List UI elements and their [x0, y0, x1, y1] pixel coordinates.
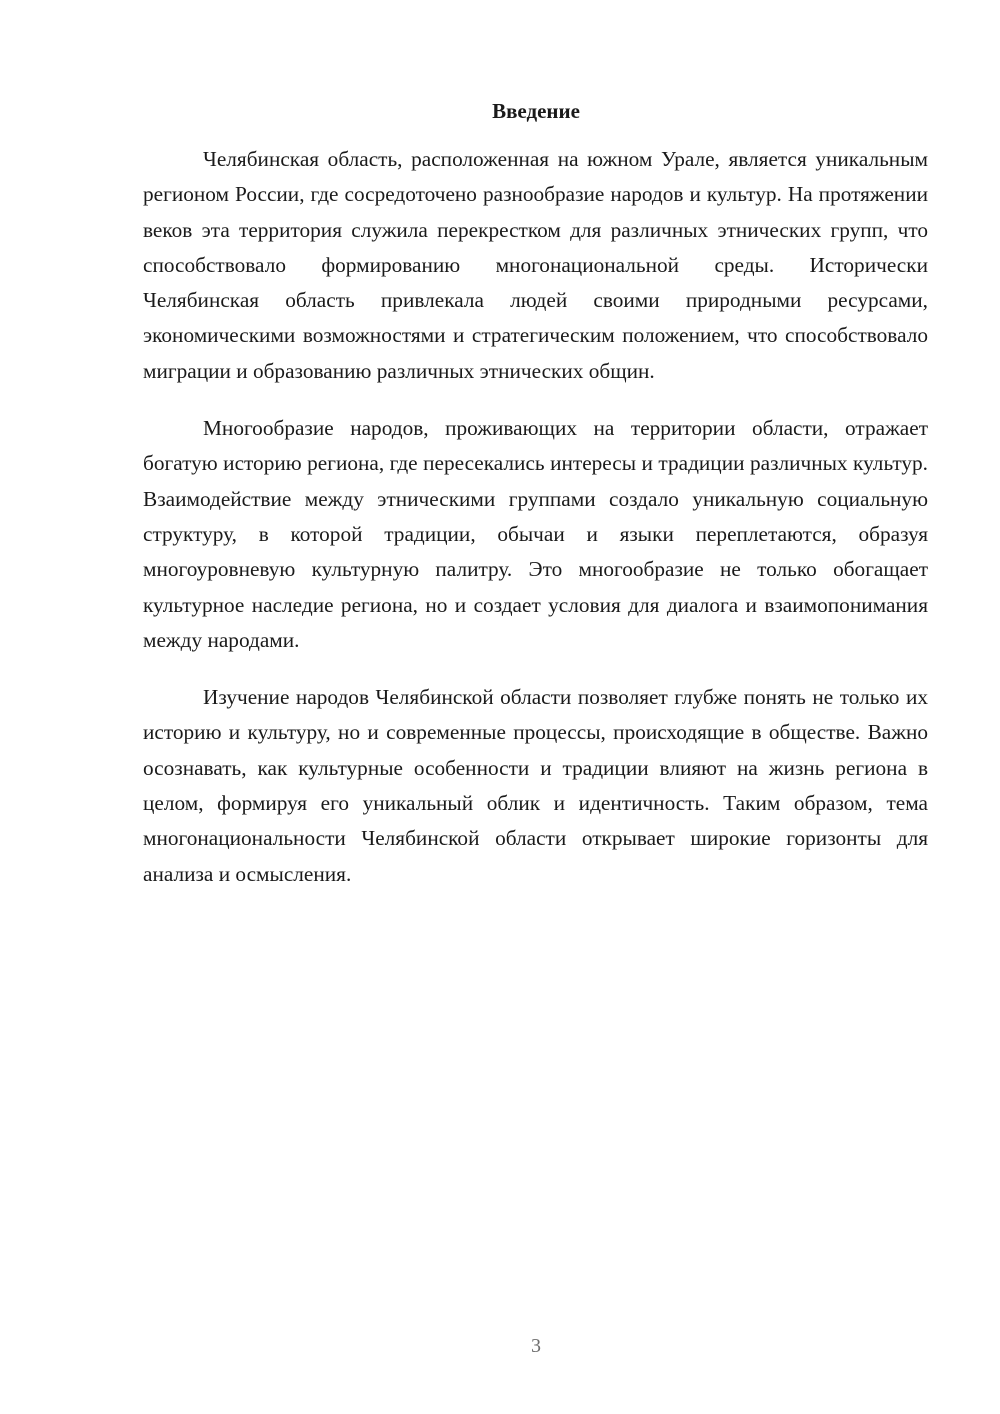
paragraph-3: Изучение народов Челябинской области позволяет глубже понять не только их историю и культуру, но и современные процессы, происходящие в обществе. Важно осознавать, как культурные особенности и традиции влияют на жизнь региона в целом, формируя его уникальный облик и идентичность. Таким образом, тема многонациональности Челябинской области открывает широкие горизонты для анализа и осмысления. — [143, 685, 928, 886]
paragraph-2: Многообразие народов, проживающих на территории области, отражает богатую историю региона, где пересекались интересы и традиции различных культур. Взаимодействие между этническими группами создало уникальную социальную структуру, в которой традиции, обычаи и языки переплетаются, образуя многоуровневую культурную палитру. Это многообразие не только обогащает культурное наследие региона, но и создает условия для диалога и взаимопонимания между народами. — [143, 416, 928, 652]
paragraph-1: Челябинская область, расположенная на южном Урале, является уникальным регионом России, где сосредоточено разнообразие народов и культур. На протяжении веков эта территория служила перекрестком для различных этнических групп, что способствовало формированию многонациональной среды. Исторически Челябинская область привлекала людей своими природными ресурсами, экономическими возможностями и стратегическим положением, что способствовало миграции и образованию различных этнических общин. — [143, 147, 928, 383]
section-heading: Введение — [492, 99, 580, 123]
body-text — [143, 142, 928, 914]
page-number: 3 — [531, 1335, 541, 1357]
